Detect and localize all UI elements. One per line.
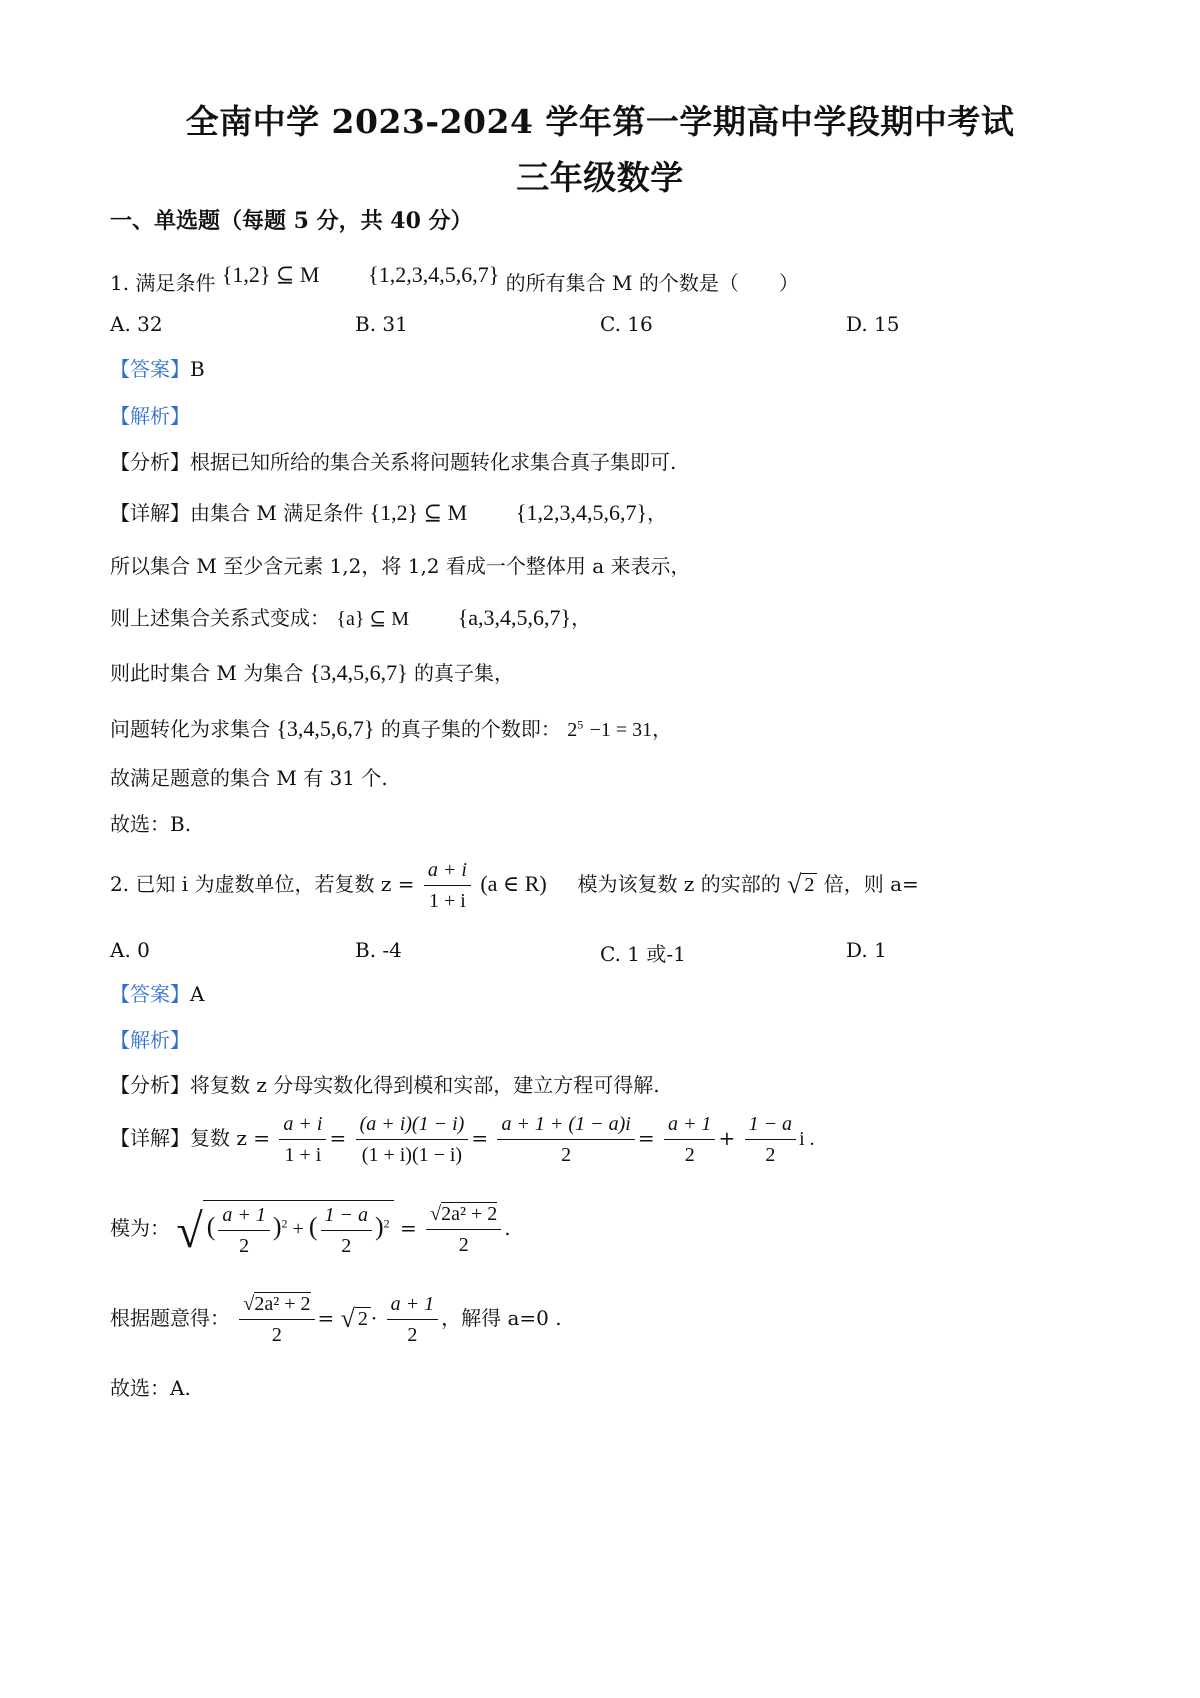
q2-mid: 模为该复数 z 的实部的 <box>577 872 781 896</box>
q2-eq-right-num: a + 1 <box>387 1292 439 1320</box>
q2-x-frac-2-num: (a + i)(1 − i) <box>356 1112 469 1140</box>
q1-line-3 <box>110 605 591 631</box>
q2-option-b: B. -4 <box>355 938 402 962</box>
q2-mod-frac-1-num: a + 1 <box>218 1203 270 1231</box>
q1-xiangjie <box>110 500 667 526</box>
q1-line5-eq: −1 = 31， <box>589 719 673 741</box>
q2-mod-result-num: √2a² + 2 <box>426 1202 501 1230</box>
q2-x-frac-1 <box>279 1112 326 1167</box>
q2-eq-lead: 根据题意得： <box>110 1306 230 1330</box>
q2-mod-frac-2-num: 1 − a <box>321 1203 373 1231</box>
q1-line4-tail: 的真子集， <box>414 661 515 685</box>
q2-eq-left-den: 2 <box>271 1324 282 1346</box>
q1-line5-mid: 的真子集的个数即： <box>380 717 561 741</box>
q1-answer-value: B <box>190 357 205 381</box>
q1-option-c: C. 16 <box>600 312 653 336</box>
q2-eq-tail: ，解得 a=0 . <box>441 1306 562 1330</box>
q2-sqrt-val: 2 <box>801 873 817 896</box>
q2-modulus: 模为： √ ( $\frac{a + 1}{2}$ )$^2$ + ( $\frac{1 - a}{2}$ )$^2$ = $\frac{\text{√2a² + 2}}{2}$ . <box>110 1200 511 1261</box>
q1-line-7: 故选：B. <box>110 812 192 836</box>
q2-final: 故选：A. <box>110 1376 191 1400</box>
q2-analysis-label: 【解析】 <box>110 1028 190 1052</box>
q2-sqrt: √ 2 <box>787 869 817 900</box>
q1-xiangjie-tail: ， <box>647 501 668 525</box>
q2-x-frac-2-den: (1 + i)(1 − i) <box>361 1144 463 1166</box>
q1-line3-set-b: {a,3,4,5,6,7} <box>457 605 572 630</box>
q1-line3-lead: 则上述集合关系式变成： <box>110 606 330 630</box>
q1-tail: 的所有集合 M 的个数是（ ） <box>505 271 799 295</box>
q2-mod-result <box>426 1202 501 1257</box>
q2-xiangjie-lead: 【详解】复数 z = <box>110 1126 271 1150</box>
q1-line5-exp: 5 <box>577 717 584 732</box>
q2-xiangjie: 【详解】复数 z = $\frac{a + i}{1 + i}$ = $\frac{(a + i)(1 - i)}{(1 + i)(1 - i)}$ = $\frac{a + 1 + (1 - a)i}{2}$ = $\frac{a + 1}{2}$ + $\frac{1 - a}{2}$ i . <box>110 1113 815 1166</box>
q2-mod-lead: 模为： <box>110 1216 170 1241</box>
q2-frac-num: a + i <box>424 858 471 886</box>
q2-x-frac-3 <box>497 1112 634 1167</box>
q2-mod-sqrt: √ ( $\frac{a + 1}{2}$ )$^2$ + ( $\frac{1 - a}{2}$ )$^2$ <box>176 1200 393 1261</box>
q2-option-c: C. 1 或-1 <box>600 942 686 966</box>
q1-answer-label: 【答案】 <box>110 357 190 381</box>
q2-mod-frac-1-den: 2 <box>239 1235 250 1257</box>
q2-fenxi: 【分析】将复数 z 分母实数化得到模和实部，建立方程可得解. <box>110 1073 660 1097</box>
q2-answer-value: A <box>190 982 205 1006</box>
q2-x-frac-1-den: 1 + i <box>284 1144 322 1166</box>
page-title: 全南中学 2023-2024 学年第一学期高中学段期中考试 <box>185 102 1015 141</box>
q2-equation: 根据题意得： $\frac{\text{√2a² + 2}}{2}$ = √ 2 · $\frac{a + 1}{2}$ ，解得 a=0 . <box>110 1293 562 1346</box>
q2-x-end: i . <box>799 1128 815 1150</box>
question-1 <box>110 262 799 295</box>
q1-line-2: 所以集合 M 至少含元素 1,2，将 1,2 看成一个整体用 a 来表示， <box>110 554 691 578</box>
q2-answer-label: 【答案】 <box>110 982 190 1006</box>
q2-eq-left-num: √2a² + 2 <box>239 1292 314 1320</box>
q1-line-4 <box>110 660 514 686</box>
q2-mod-frac-1 <box>218 1203 270 1258</box>
q2-eq-right <box>387 1292 439 1347</box>
q1-line-5 <box>110 716 672 742</box>
q2-x-frac-3-num: a + 1 + (1 − a)i <box>497 1112 634 1140</box>
q2-eq-sqrt-val: 2 <box>355 1307 371 1330</box>
q1-lead: 1. 满足条件 <box>110 271 216 295</box>
q1-line3-tail: ， <box>571 606 592 630</box>
q1-line3-set-a: {a} ⊆ M <box>336 608 409 630</box>
q2-eq-left <box>239 1292 314 1347</box>
q1-line4-lead: 则此时集合 M 为集合 <box>110 661 304 685</box>
q1-xiangjie-set-b: {1,2,3,4,5,6,7} <box>515 500 648 525</box>
q1-option-d: D. 15 <box>846 312 900 336</box>
question-2 <box>110 858 919 913</box>
q2-x-frac-5-den: 2 <box>765 1144 776 1166</box>
q2-mod-result-num-val: 2a² + 2 <box>441 1203 498 1226</box>
q1-fenxi: 【分析】根据已知所给的集合关系将问题转化求集合真子集即可. <box>110 450 677 474</box>
page-subtitle: 三年级数学 <box>516 158 684 197</box>
q2-tail: 倍，则 a= <box>823 872 919 896</box>
q2-x-frac-1-num: a + i <box>279 1112 326 1140</box>
q1-answer <box>110 357 205 381</box>
q2-eq-right-den: 2 <box>407 1324 418 1346</box>
q2-fraction <box>424 858 471 913</box>
q2-answer <box>110 982 204 1006</box>
q1-xiangjie-set-a: {1,2} ⊆ M <box>369 500 468 525</box>
q2-lead: 2. 已知 i 为虚数单位，若复数 z = <box>110 872 415 896</box>
q2-eq-sqrt: √ 2 <box>341 1303 371 1334</box>
q2-eq-left-num-val: 2a² + 2 <box>254 1293 311 1315</box>
q2-x-frac-5 <box>745 1112 797 1167</box>
q1-line-6: 故满足题意的集合 M 有 31 个. <box>110 766 388 790</box>
q2-mod-frac-2 <box>321 1203 373 1258</box>
q2-x-frac-2 <box>356 1112 469 1167</box>
q2-mod-result-den: 2 <box>458 1234 469 1257</box>
q1-set-b: {1,2,3,4,5,6,7} <box>368 262 500 287</box>
q2-option-a: A. 0 <box>110 938 150 962</box>
q1-option-a: A. 32 <box>110 312 163 336</box>
q1-analysis-label: 【解析】 <box>110 404 190 428</box>
q1-option-b: B. 31 <box>355 312 408 336</box>
section-heading: 一、单选题（每题 5 分，共 40 分） <box>110 208 473 234</box>
q1-xiangjie-lead: 【详解】由集合 M 满足条件 <box>110 501 364 525</box>
q1-line5-base: 2 <box>567 719 578 741</box>
q2-x-frac-4-num: a + 1 <box>664 1112 716 1140</box>
q1-line5-set: {3,4,5,6,7} <box>276 716 375 741</box>
q2-x-frac-3-den: 2 <box>561 1144 572 1166</box>
q1-set-a: {1,2} ⊆ M <box>221 262 320 287</box>
q2-option-d: D. 1 <box>846 938 887 962</box>
q2-frac-den: 1 + i <box>429 890 466 912</box>
q1-line4-set: {3,4,5,6,7} <box>309 660 408 685</box>
q2-x-frac-5-num: 1 − a <box>745 1112 797 1140</box>
q2-mod-frac-2-den: 2 <box>341 1235 352 1257</box>
q1-line5-lead: 问题转化为求集合 <box>110 717 270 741</box>
q2-condition: (a ∈ R) <box>480 871 547 896</box>
q2-x-frac-4 <box>664 1112 716 1167</box>
q2-x-frac-4-den: 2 <box>684 1144 695 1166</box>
